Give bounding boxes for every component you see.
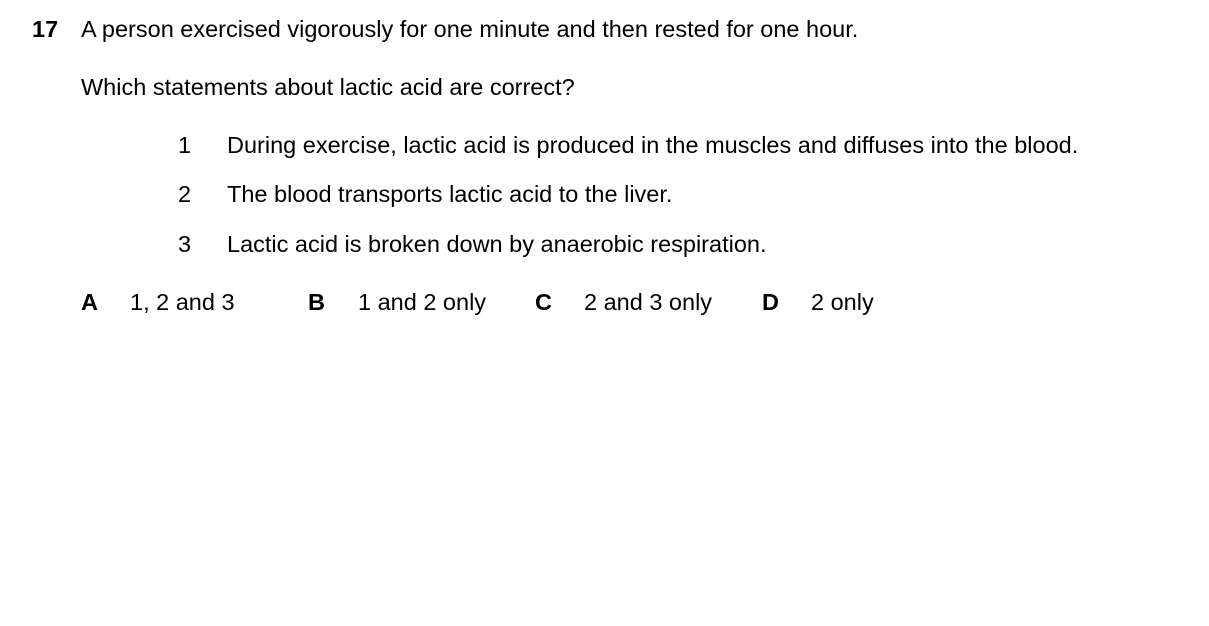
option-letter-b: B xyxy=(308,289,325,315)
option-text-b: 1 and 2 only xyxy=(358,289,487,315)
statement-text: The blood transports lactic acid to the liver. xyxy=(227,181,673,207)
option-text-c: 2 and 3 only xyxy=(584,289,713,315)
option-letter-a: A xyxy=(81,289,98,315)
option-text-d: 2 only xyxy=(811,289,874,315)
statement-number: 1 xyxy=(178,132,192,158)
question-number: 17 xyxy=(32,16,59,42)
question-prompt: Which statements about lactic acid are correct? xyxy=(81,74,575,100)
option-letter-c: C xyxy=(535,289,552,315)
option-text-a: 1, 2 and 3 xyxy=(130,289,235,315)
statement-number: 2 xyxy=(178,181,192,207)
question-stem: A person exercised vigorously for one minute and then rested for one hour. xyxy=(81,16,859,42)
statement-text: Lactic acid is broken down by anaerobic respiration. xyxy=(227,231,767,257)
option-letter-d: D xyxy=(762,289,779,315)
statement-text: During exercise, lactic acid is produced in the muscles and diffuses into the blood. xyxy=(227,132,1079,158)
statement-number: 3 xyxy=(178,231,192,257)
